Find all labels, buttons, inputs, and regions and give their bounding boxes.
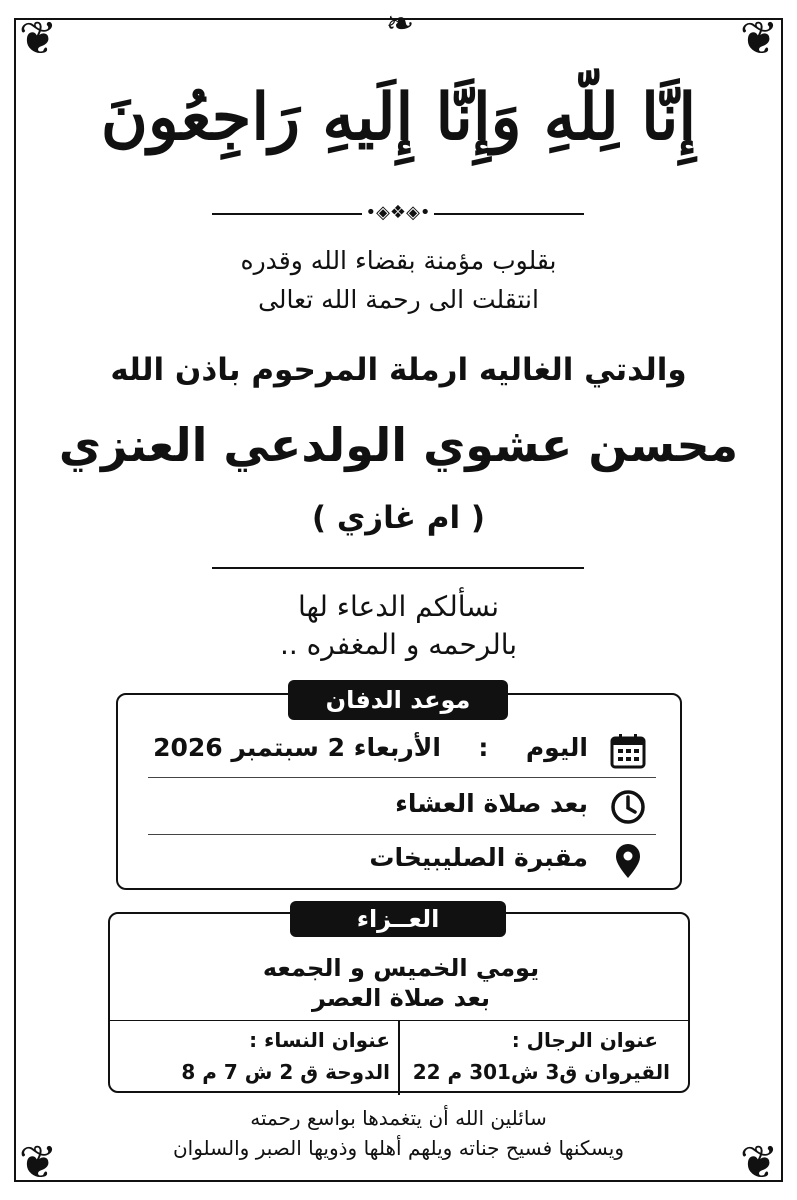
location-pin-icon bbox=[608, 841, 648, 881]
address-divider bbox=[398, 1020, 400, 1095]
row-separator bbox=[148, 834, 656, 835]
calendar-icon bbox=[608, 731, 648, 771]
burial-colon: : bbox=[478, 733, 489, 762]
corner-ornament-icon: ❦ bbox=[18, 11, 58, 65]
burial-day-label: اليوم bbox=[525, 733, 588, 762]
divider bbox=[212, 202, 584, 224]
burial-badge: موعد الدفان bbox=[288, 680, 508, 720]
deceased-name: محسن عشوي الولدعي العنزي bbox=[58, 418, 739, 472]
corner-ornament-icon: ❦ bbox=[739, 11, 779, 65]
closing-line-2: ويسكنها فسيح جناته ويلهم أهلها وذويها الصبر والسلوان bbox=[172, 1136, 624, 1160]
women-address: الدوحة ق 2 ش 7 م 8 bbox=[181, 1060, 390, 1084]
condolence-badge: العــزاء bbox=[290, 901, 506, 937]
deceased-kunya: ( ام غازي ) bbox=[311, 500, 486, 536]
clock-icon bbox=[608, 787, 648, 827]
men-address-label: عنوان الرجال : bbox=[511, 1028, 658, 1052]
men-address: القيروان ق3 ش301 م 22 bbox=[412, 1060, 670, 1084]
header-verse: إِنَّا لِلّهِ وَإِنَّا إِلَيهِ رَاجِعُونَ bbox=[100, 80, 697, 155]
top-flourish-icon: ❧ bbox=[385, 4, 415, 44]
prayer-line-1: نسألكم الدعاء لها bbox=[297, 590, 500, 623]
corner-ornament-icon: ❦ bbox=[18, 1135, 58, 1189]
divider-ornament-icon: •◈❖◈• bbox=[365, 202, 431, 223]
burial-box bbox=[116, 693, 682, 890]
burial-time: بعد صلاة العشاء bbox=[395, 789, 588, 818]
prayer-line-2: بالرحمه و المغفره .. bbox=[279, 628, 518, 661]
intro-line-2: انتقلت الى رحمة الله تعالى bbox=[258, 285, 539, 314]
corner-ornament-icon: ❦ bbox=[739, 1135, 779, 1189]
divider bbox=[212, 556, 584, 578]
condolence-days: يومي الخميس و الجمعه bbox=[262, 954, 540, 982]
condolence-time: بعد صلاة العصر bbox=[311, 984, 491, 1012]
closing-line-1: سائلين الله أن يتغمدها بواسع رحمته bbox=[250, 1106, 547, 1130]
condolence-box bbox=[108, 912, 690, 1093]
burial-place: مقبرة الصليبيخات bbox=[369, 843, 588, 872]
burial-day-value: الأربعاء 2 سبتمبر 2026 bbox=[153, 733, 441, 762]
row-separator bbox=[148, 777, 656, 778]
deceased-relation: والدتي الغاليه ارملة المرحوم باذن الله bbox=[110, 352, 687, 388]
intro-line-1: بقلوب مؤمنة بقضاء الله وقدره bbox=[240, 246, 557, 275]
women-address-label: عنوان النساء : bbox=[249, 1028, 390, 1052]
